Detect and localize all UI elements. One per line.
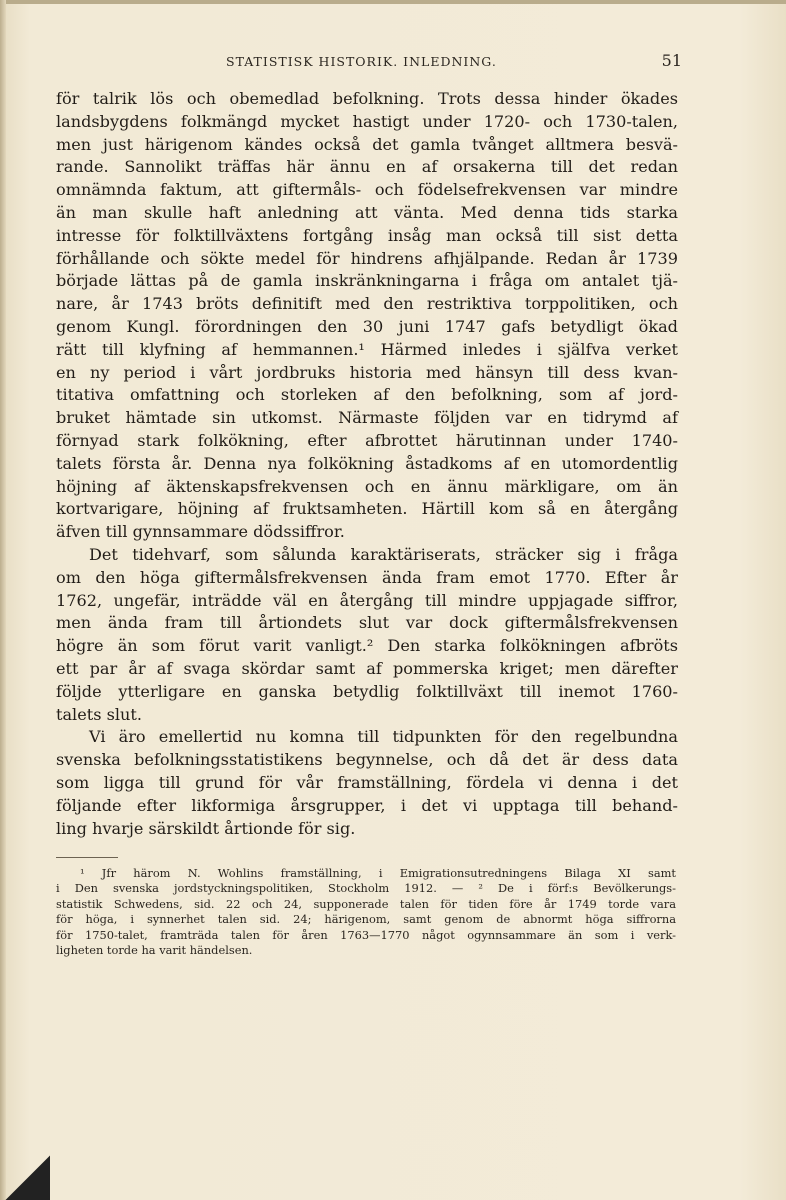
body-line: svenska befolkningsstatistikens begynnelse, och då det är dess data (56, 750, 678, 770)
footnote-line: ligheten torde ha varit händelsen. (56, 942, 253, 957)
body-line: rätt till klyfning af hemmannen.¹ Härmed inledes i själfva verket (56, 339, 678, 359)
page-left-edge (0, 0, 6, 1200)
body-line: började lättas på de gamla inskränkningarna i fråga om antalet tjä- (56, 271, 678, 291)
footnote-line: statistik Schwedens, sid. 22 och 24, supponerade talen för tiden före år 1749 torde vara (56, 896, 676, 911)
body-line: ling hvarje särskildt årtionde för sig. (56, 818, 356, 838)
body-line: följde ytterligare en ganska betydlig folktillväxt till inemot 1760- (56, 681, 678, 701)
footnote-line: för höga, i synnerhet talen sid. 24; härigenom, samt genom de abnormt höga siffrorna (56, 912, 676, 927)
body-text (56, 88, 678, 840)
body-line: bruket hämtade sin utkomst. Närmaste följden var en tidrymd af (56, 408, 678, 428)
body-line: landsbygdens folkmängd mycket hastigt under 1720- och 1730-talen, (56, 111, 678, 131)
body-line: än man skulle haft anledning att vänta. Med denna tids starka (56, 202, 678, 222)
body-line: högre än som förut varit vanligt.² Den starka folkökningen afbröts (56, 636, 678, 656)
running-title: STATISTISK HISTORIK. INLEDNING. (226, 54, 497, 69)
footnote-line: i Den svenska jordstyckningspolitiken, Stockholm 1912. — ² De i förf:s Bevölkerungs- (56, 881, 676, 896)
body-line: men just härigenom kändes också det gamla tvånget alltmera besvä- (56, 134, 678, 154)
body-line: rande. Sannolikt träffas här ännu en af orsakerna till det redan (56, 157, 678, 177)
page-top-edge (0, 0, 786, 4)
body-line: omnämnda faktum, att giftermåls- och födelsefrekvensen var mindre (56, 180, 678, 200)
body-line: förnyad stark folkökning, efter afbrottet härutinnan under 1740- (56, 430, 678, 450)
footnotes (56, 866, 676, 958)
body-line: 1762, ungefär, inträdde väl en återgång till mindre uppjagade siffror, (56, 590, 678, 610)
body-line: genom Kungl. förordningen den 30 juni 1747 gafs betydligt ökad (56, 316, 678, 336)
body-line: som ligga till grund för vår framställning, fördela vi denna i det (56, 772, 678, 792)
body-line: en ny period i vårt jordbruks historia med hänsyn till dess kvan- (56, 362, 678, 382)
running-header (226, 51, 682, 73)
body-line: kortvarigare, höjning af fruktsamheten. Härtill kom så en återgång (56, 499, 678, 519)
body-line: men ända fram till årtiondets slut var dock giftermålsfrekvensen (56, 613, 678, 633)
body-line: höjning af äktenskapsfrekvensen och en ännu märkligare, om än (56, 476, 678, 496)
page-number: 51 (661, 51, 682, 70)
body-line: äfven till gynnsammare dödssiffror. (56, 522, 345, 542)
footnote-line: för 1750-talet, framträda talen för åren 1763—1770 något ogynnsammare än som i verk- (56, 927, 676, 942)
body-line: talets slut. (56, 704, 142, 724)
body-line: för talrik lös och obemedlad befolkning. Trots dessa hinder ökades (56, 89, 678, 108)
body-line: ett par år af svaga skördar samt af pommerska kriget; men därefter (56, 658, 678, 678)
footnote-line: ¹ Jfr härom N. Wohlins framställning, i Emigrationsutredningens Bilaga XI samt (80, 866, 676, 880)
footnote-divider (56, 857, 118, 858)
body-line: intresse för folktillväxtens fortgång insåg man också till sist detta (56, 225, 678, 245)
body-line: Vi äro emellertid nu komna till tidpunkten för den regelbundna (89, 727, 678, 747)
corner-shadow (0, 1150, 50, 1200)
body-line: titativa omfattning och storleken af den befolkning, som af jord- (56, 385, 678, 405)
body-line: Det tidehvarf, som sålunda karaktäriserats, sträcker sig i fråga (89, 544, 678, 564)
body-line: talets första år. Denna nya folkökning åstadkoms af en utomordentlig (56, 453, 678, 473)
body-line: följande efter likformiga årsgrupper, i det vi upptaga till behand- (56, 795, 678, 815)
body-line: om den höga giftermålsfrekvensen ända fram emot 1770. Efter år (56, 567, 678, 587)
body-line: förhållande och sökte medel för hindrens afhjälpande. Redan år 1739 (56, 248, 678, 268)
body-line: nare, år 1743 bröts definitift med den restriktiva torppolitiken, och (56, 294, 678, 314)
